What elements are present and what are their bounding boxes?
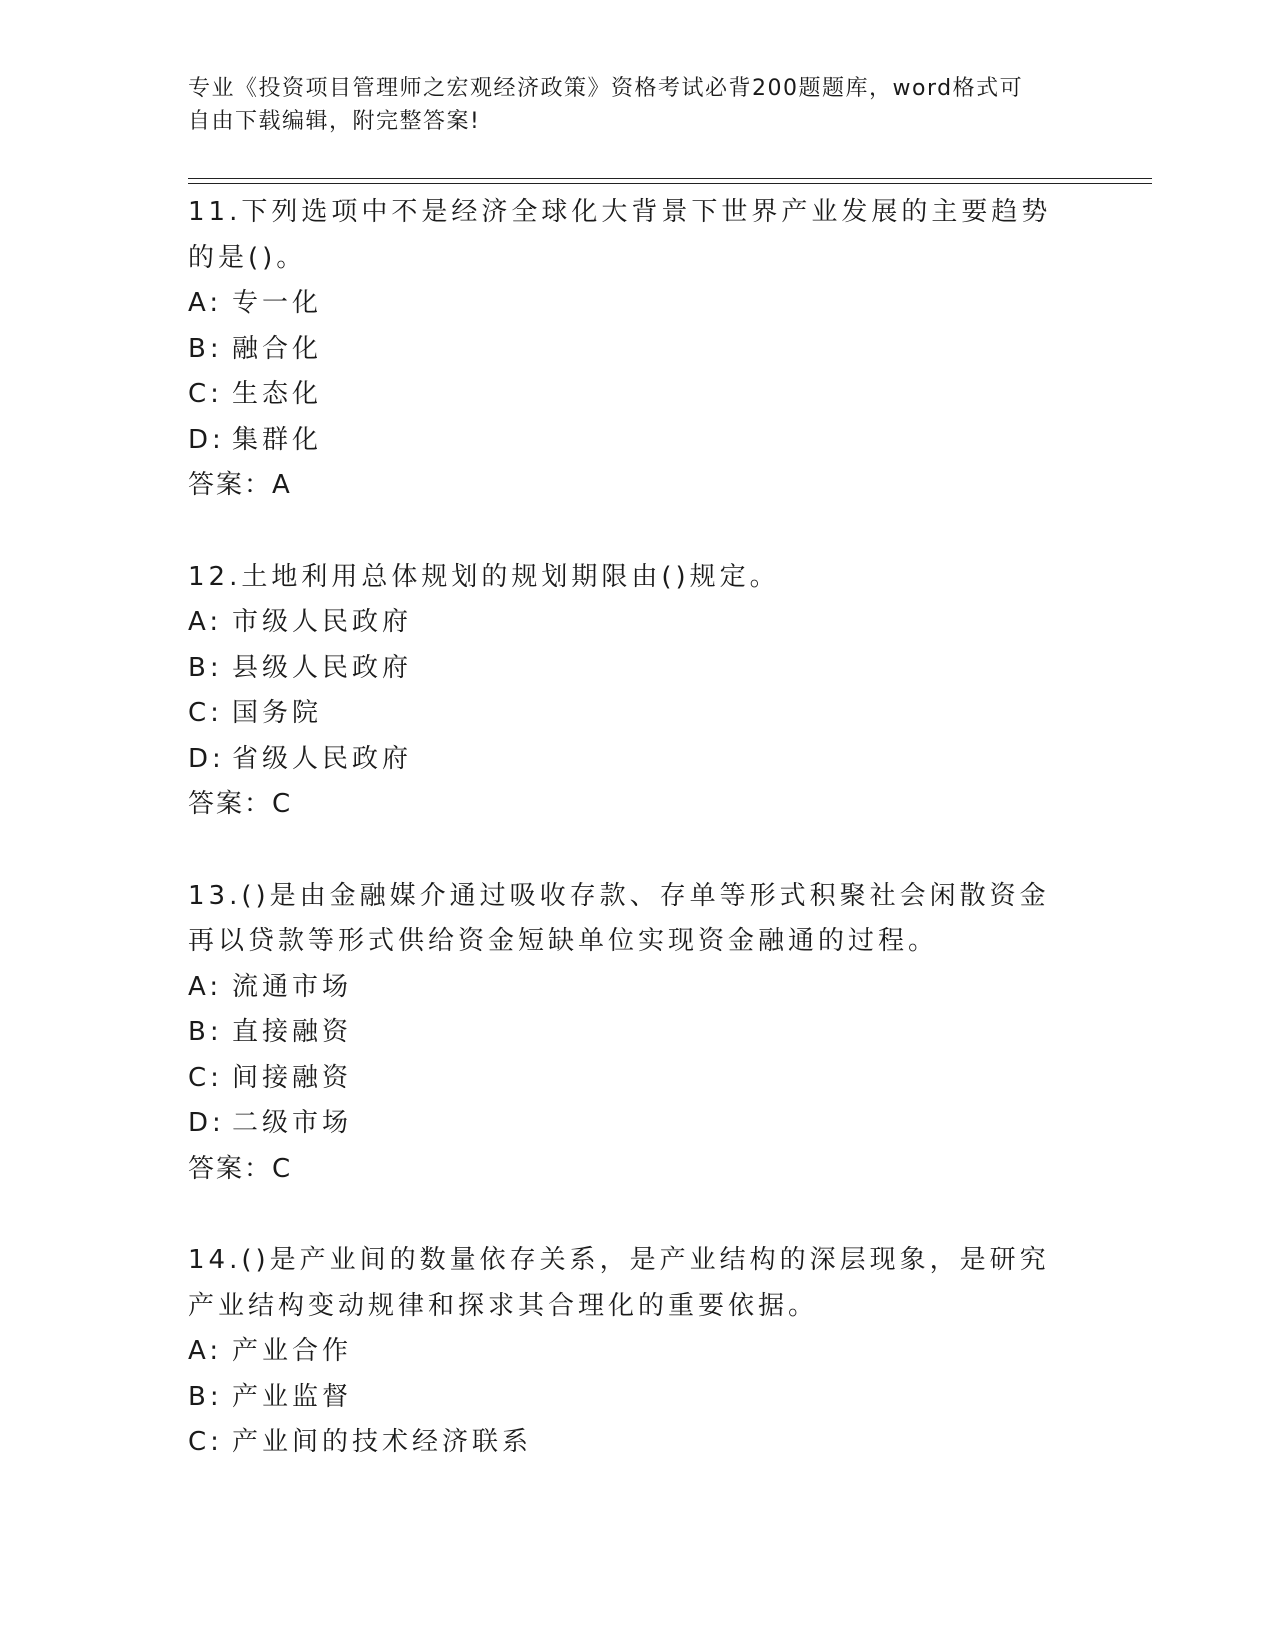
option-b bbox=[188, 1010, 1088, 1056]
option-text: 直接融资 bbox=[232, 1017, 353, 1047]
option-a bbox=[188, 600, 1088, 646]
option-letter: A: bbox=[188, 1336, 223, 1366]
option-b bbox=[188, 1375, 1088, 1421]
option-b bbox=[188, 646, 1088, 692]
option-c bbox=[188, 372, 1088, 418]
question-number: 14. bbox=[188, 1245, 242, 1275]
option-letter: C: bbox=[188, 1062, 223, 1093]
option-text: 省级人民政府 bbox=[232, 743, 413, 774]
answer-label: 答案： bbox=[188, 1153, 273, 1184]
answer-line bbox=[188, 782, 1088, 828]
answer-value: C bbox=[272, 789, 293, 819]
question-stem bbox=[188, 555, 1078, 601]
option-d bbox=[188, 737, 1088, 783]
option-text: 产业间的技术经济联系 bbox=[232, 1427, 533, 1457]
header-divider-bottom bbox=[188, 183, 1152, 184]
option-letter: B: bbox=[188, 1381, 223, 1412]
option-text: 生态化 bbox=[232, 379, 323, 409]
option-letter: A: bbox=[188, 607, 223, 637]
option-text: 产业合作 bbox=[232, 1336, 353, 1366]
header-divider-top bbox=[188, 178, 1152, 179]
option-b bbox=[188, 327, 1088, 373]
question-12 bbox=[188, 555, 1088, 828]
option-c bbox=[188, 691, 1088, 737]
question-text: ()是由金融媒介通过吸收存款、存单等形式积聚社会闲散资金再以贷款等形式供给资金短缺单位实现资金融通的过程。 bbox=[188, 880, 1050, 956]
header-line-1: 专业《投资项目管理师之宏观经济政策》资格考试必背200题题库，word格式可 bbox=[188, 76, 1024, 101]
option-letter: C: bbox=[188, 379, 223, 409]
question-text: 土地利用总体规划的规划期限由()规定。 bbox=[241, 561, 780, 592]
option-d bbox=[188, 418, 1088, 464]
question-stem bbox=[188, 190, 1078, 281]
option-c bbox=[188, 1420, 1088, 1466]
option-d bbox=[188, 1101, 1088, 1147]
question-stem bbox=[188, 1238, 1078, 1329]
option-letter: B: bbox=[188, 333, 223, 364]
option-a bbox=[188, 281, 1088, 327]
option-letter: D: bbox=[188, 743, 225, 774]
option-text: 二级市场 bbox=[232, 1108, 353, 1138]
option-letter: A: bbox=[188, 971, 223, 1002]
option-letter: B: bbox=[188, 652, 223, 683]
question-14 bbox=[188, 1238, 1088, 1466]
option-letter: C: bbox=[188, 698, 223, 728]
option-text: 产业监督 bbox=[232, 1381, 353, 1412]
question-13 bbox=[188, 874, 1088, 1193]
question-text: 下列选项中不是经济全球化大背景下世界产业发展的主要趋势的是()。 bbox=[188, 197, 1052, 273]
option-letter: D: bbox=[188, 424, 225, 455]
option-text: 集群化 bbox=[232, 424, 323, 455]
option-text: 国务院 bbox=[232, 698, 323, 728]
option-text: 间接融资 bbox=[232, 1062, 353, 1093]
answer-value: C bbox=[272, 1153, 293, 1184]
question-number: 13. bbox=[188, 880, 242, 911]
question-text: ()是产业间的数量依存关系，是产业结构的深层现象，是研究产业结构变动规律和探求其合理化的重要依据。 bbox=[188, 1245, 1050, 1321]
document-header bbox=[188, 72, 1068, 138]
option-text: 市级人民政府 bbox=[232, 607, 413, 637]
option-text: 县级人民政府 bbox=[232, 652, 413, 683]
question-stem bbox=[188, 874, 1078, 965]
option-a bbox=[188, 965, 1088, 1011]
question-11 bbox=[188, 190, 1088, 509]
option-letter: D: bbox=[188, 1108, 225, 1138]
option-letter: C: bbox=[188, 1427, 223, 1457]
answer-line bbox=[188, 1147, 1088, 1193]
question-list bbox=[188, 190, 1088, 1512]
header-line-2: 自由下载编辑，附完整答案! bbox=[188, 109, 481, 134]
answer-label: 答案： bbox=[188, 470, 273, 500]
answer-value: A bbox=[272, 470, 292, 500]
answer-label: 答案： bbox=[188, 789, 273, 819]
option-text: 专一化 bbox=[232, 288, 323, 318]
question-number: 11. bbox=[188, 197, 242, 227]
option-c bbox=[188, 1056, 1088, 1102]
option-text: 融合化 bbox=[232, 333, 323, 364]
question-number: 12. bbox=[188, 561, 242, 592]
option-letter: A: bbox=[188, 288, 223, 318]
option-letter: B: bbox=[188, 1017, 223, 1047]
answer-line bbox=[188, 463, 1088, 509]
option-a bbox=[188, 1329, 1088, 1375]
option-text: 流通市场 bbox=[232, 971, 353, 1002]
